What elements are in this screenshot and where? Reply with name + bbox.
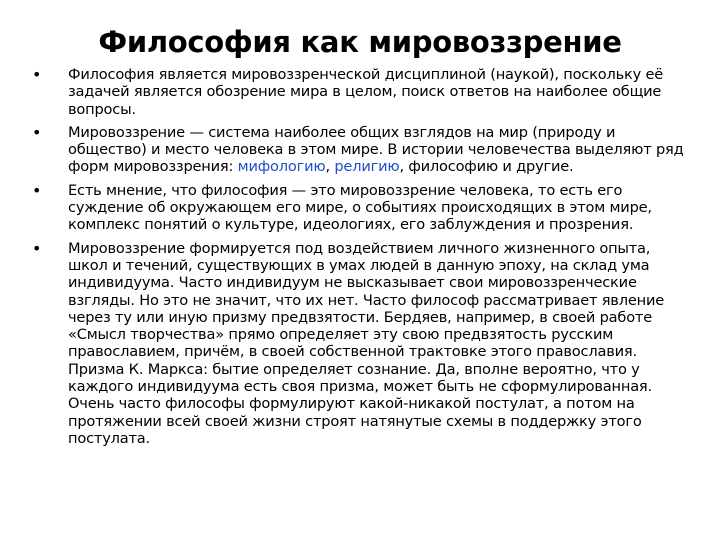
bullet-text: Есть мнение, что философия — это мировоззрение человека, то есть его суждение об окружающем его мире, о событиях происходящих в этом мире, комплекс понятий о культуре, идеологиях, его заблуждения и прозрения. [68, 181, 652, 234]
religion-link[interactable]: религию [334, 158, 400, 176]
bullet-list [32, 66, 692, 453]
bullet-item-1 [32, 66, 692, 118]
bullet-icon: • [32, 122, 42, 142]
bullet-item-3 [32, 182, 692, 234]
bullet-item-2 [32, 124, 692, 176]
bullet-text-end: , философию и другие. [399, 158, 574, 176]
slide-title: Философия как мировоззрение [98, 25, 622, 59]
link-separator: , [325, 158, 335, 176]
bullet-item-4 [32, 240, 692, 448]
bullet-icon: • [32, 238, 42, 258]
bullet-icon: • [32, 180, 42, 200]
bullet-icon: • [32, 65, 42, 84]
bullet-text: Мировоззрение — система наиболее общих взглядов на мир (природу и общество) и место человека в этом мире. В истории человечества выделяют ряд форм мировоззрения: [68, 123, 684, 176]
bullet-text: Мировоззрение формируется под воздействием личного жизненного опыта, школ и течений, существующих в умах людей в данную эпоху, на склад ума индивидуума. Часто индивидуум не высказывает свои мировоззренческие взгляды. Но это не значит, что их нет. Часто философ рассматривает явление через ту или иную призму предвзятости. Бердяев, например, в своей работе «Смысл творчества» прямо определяет эту свою предвзятость русским православием, причём, в своей собственной трактовке этого православия. Призма К. Маркса: бытие определяет сознание. Да, вполне вероятно, что у каждого индивидуума есть своя призма, может быть не сформулированная. Очень часто философы формулируют какой-никакой постулат, а потом на протяжении всей своей жизни строят натянутые схемы в поддержку этого постулата. [68, 239, 665, 447]
mythology-link[interactable]: мифологию [237, 158, 326, 176]
bullet-text: Философия является мировоззренческой дисциплиной (наукой), поскольку её задачей является обозрение мира в целом, поиск ответов на наиболее общие вопросы. [68, 66, 664, 118]
